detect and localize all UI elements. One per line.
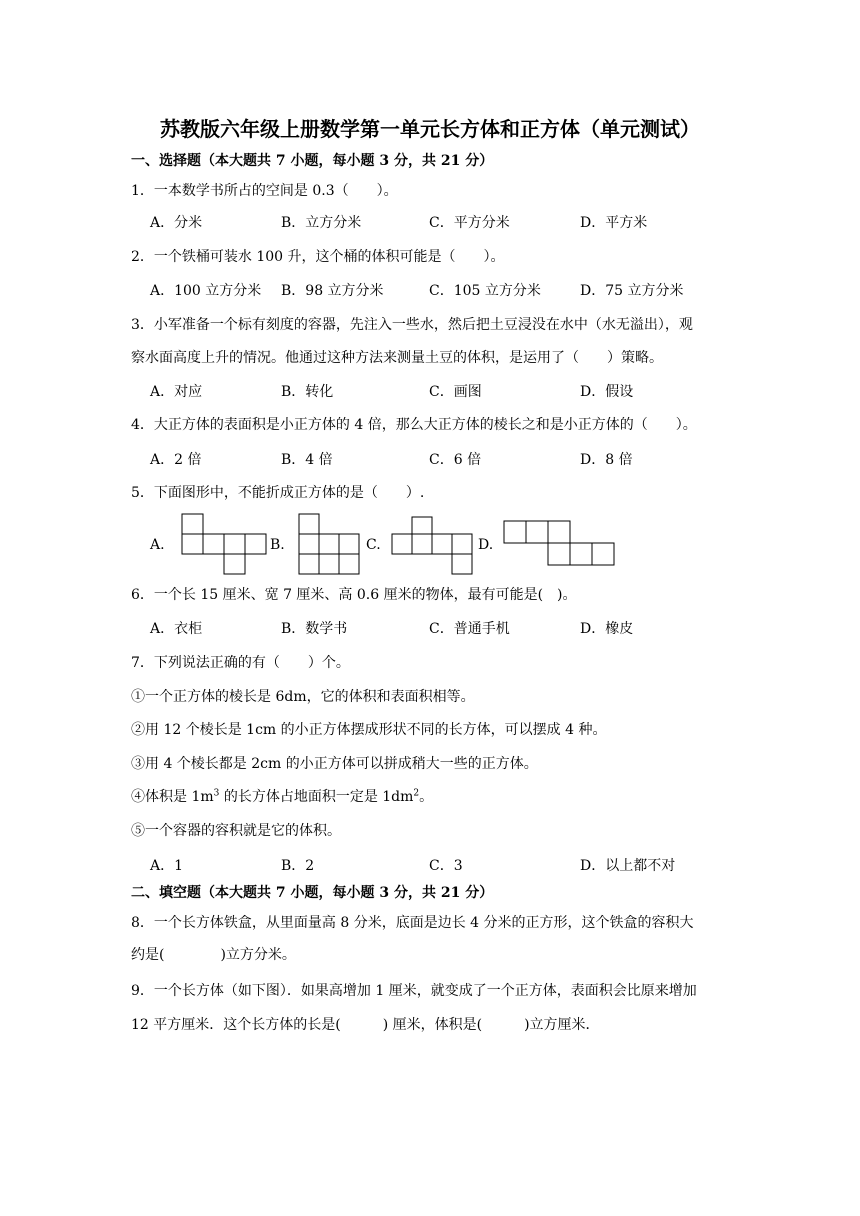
page-title: 苏教版六年级上册数学第一单元长方体和正方体（单元测试）: [160, 117, 700, 141]
question-3-line-2: 察水面高度上升的情况。他通过这种方法来测量土豆的体积，是运用了（ ）策略。: [131, 350, 663, 366]
question-6-option-b: B．数学书: [281, 621, 348, 637]
question-3-option-a: A．对应: [150, 384, 203, 400]
question-7-statement-2: ②用 12 个棱长是 1cm 的小正方体摆成形状不同的长方体，可以摆成 4 种。: [131, 722, 607, 738]
statement-4-part-c: 。: [419, 789, 434, 805]
question-4-stem: 4．大正方体的表面积是小正方体的 4 倍，那么大正方体的棱长之和是小正方体的（ ）。: [131, 417, 697, 433]
question-9-line-2: 12 平方厘米．这个长方体的长是( ) 厘米，体积是( )立方厘米．: [131, 1017, 600, 1033]
question-6-option-a: A．衣柜: [150, 621, 203, 637]
question-2-stem: 2．一个铁桶可装水 100 升，这个桶的体积可能是（ ）。: [131, 249, 505, 265]
question-1-option-c: C．平方分米: [429, 215, 510, 231]
question-6-option-c: C．普通手机: [429, 621, 510, 637]
question-7-option-a: A．1: [150, 858, 184, 874]
question-7-statement-4: [131, 788, 433, 806]
cube-net-c: [390, 512, 476, 576]
question-4-option-b: B．4 倍: [281, 452, 333, 468]
question-5-stem: 5．下面图形中，不能折成正方体的是（ ）.: [131, 485, 425, 501]
question-7-option-d: D．以上都不对: [580, 858, 676, 874]
question-3-option-c: C．画图: [429, 384, 482, 400]
superscript-cubed: 3: [213, 788, 220, 799]
question-8-line-2: 约是( )立方分米。: [131, 947, 296, 963]
question-8-line-1: 8．一个长方体铁盒，从里面量高 8 分米，底面是边长 4 分米的正方形，这个铁盒的容积大: [131, 915, 694, 931]
question-5-label-c: C.: [366, 537, 381, 553]
statement-4-part-b: 的长方体占地面积一定是 1dm: [219, 789, 414, 805]
question-2-option-b: B．98 立方分米: [281, 283, 384, 299]
question-9-line-1: 9．一个长方体（如下图）．如果高增加 1 厘米，就变成了一个正方体，表面积会比原来增加: [131, 983, 697, 999]
question-7-option-b: B．2: [281, 858, 315, 874]
superscript-squared: 2: [413, 788, 420, 799]
question-5-label-b: B.: [270, 537, 285, 553]
question-1-stem: 1．一本数学书所占的空间是 0.3（ ）。: [131, 183, 398, 199]
statement-4-part-a: ④体积是 1m: [131, 789, 214, 805]
section-heading-choice: 一、选择题（本大题共 7 小题，每小题 3 分，共 21 分）: [131, 153, 494, 169]
section-heading-fill: 二、填空题（本大题共 7 小题，每小题 3 分，共 21 分）: [131, 885, 494, 901]
question-1-option-d: D．平方米: [580, 215, 648, 231]
question-6-stem: 6．一个长 15 厘米、宽 7 厘米、高 0.6 厘米的物体，最有可能是( )。: [131, 587, 577, 603]
cube-net-b: [296, 512, 364, 576]
question-7-stem: 7．下列说法正确的有（ ）个。: [131, 655, 350, 671]
question-7-statement-5: ⑤一个容器的容积就是它的体积。: [131, 823, 341, 839]
question-2-option-c: C．105 立方分米: [429, 283, 541, 299]
question-2-option-a: A．100 立方分米: [150, 283, 262, 299]
question-4-option-c: C．6 倍: [429, 452, 482, 468]
question-2-option-d: D．75 立方分米: [580, 283, 684, 299]
question-4-option-d: D．8 倍: [580, 452, 633, 468]
question-1-option-b: B．立方分米: [281, 215, 362, 231]
cube-net-d: [502, 518, 618, 568]
cube-net-a: [180, 512, 270, 576]
question-4-option-a: A．2 倍: [150, 452, 202, 468]
question-3-line-1: 3．小军准备一个标有刻度的容器，先注入一些水，然后把土豆浸没在水中（水无溢出），观: [131, 317, 693, 333]
question-7-option-c: C．3: [429, 858, 463, 874]
question-6-option-d: D．橡皮: [580, 621, 634, 637]
question-3-option-d: D．假设: [580, 384, 634, 400]
question-5-label-d: D.: [478, 537, 494, 553]
question-7-statement-3: ③用 4 个棱长都是 2cm 的小正方体可以拼成稍大一些的正方体。: [131, 756, 538, 772]
question-5-label-a: A.: [150, 537, 165, 553]
question-3-option-b: B．转化: [281, 384, 334, 400]
question-1-option-a: A．分米: [150, 215, 203, 231]
question-7-statement-1: ①一个正方体的棱长是 6dm，它的体积和表面积相等。: [131, 689, 475, 705]
